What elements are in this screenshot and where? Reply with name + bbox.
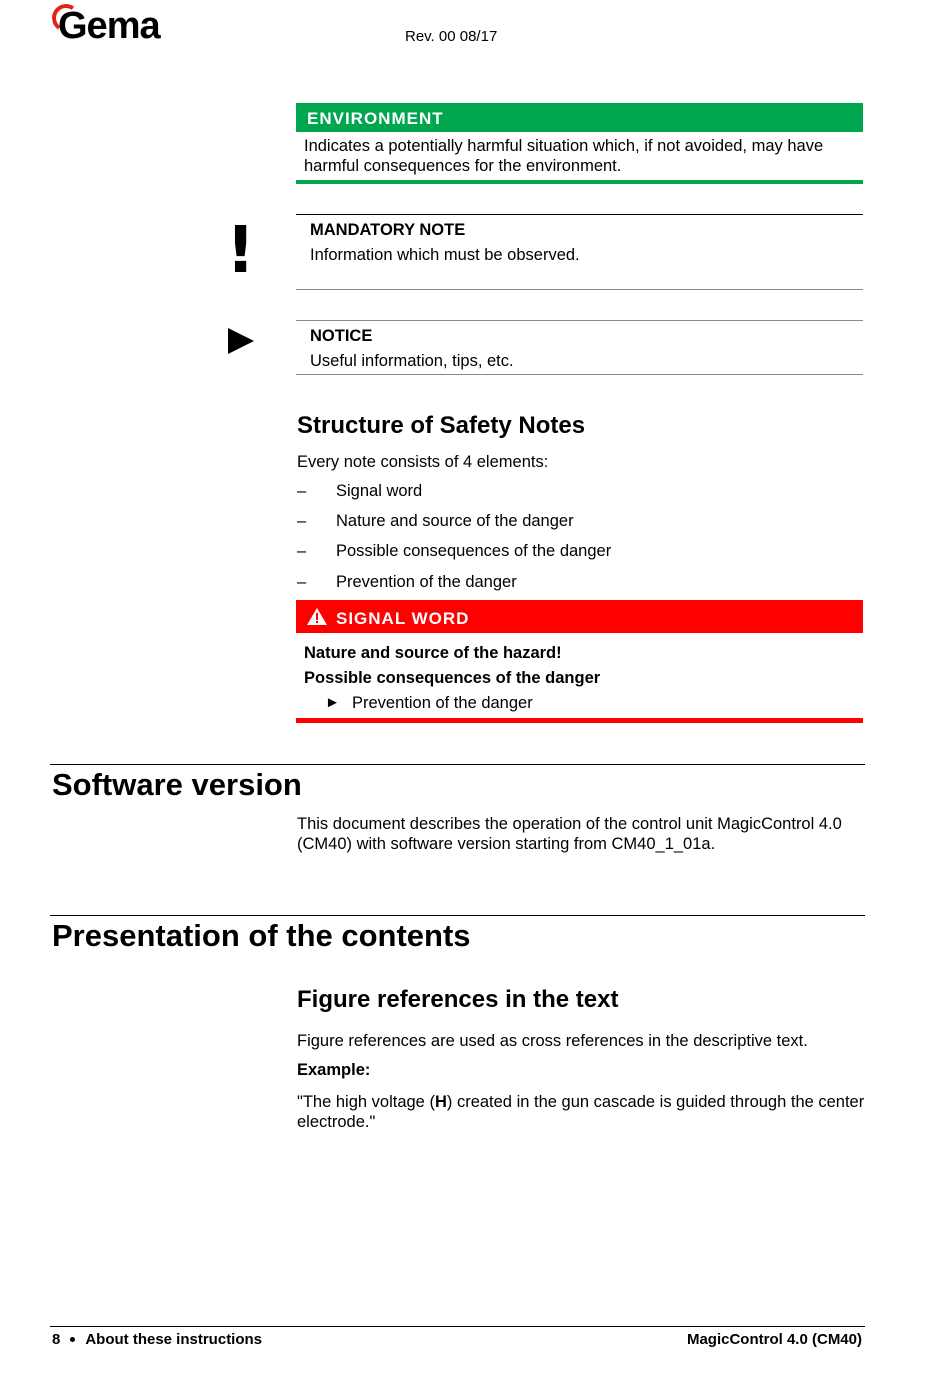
signal-word-title: SIGNAL WORD <box>336 609 470 628</box>
triangle-arrow-icon <box>228 328 254 354</box>
software-version-title: Software version <box>52 767 302 802</box>
footer-rule <box>50 1326 865 1327</box>
section-rule <box>50 764 865 765</box>
exclamation-icon: ! <box>226 214 256 288</box>
arrow-bullet-icon: ► <box>325 694 340 711</box>
signal-word-header <box>296 600 863 633</box>
example-quote <box>297 1092 867 1132</box>
mandatory-note-title: MANDATORY NOTE <box>310 221 466 239</box>
footer-left <box>52 1331 262 1348</box>
list-dash: – <box>297 512 307 530</box>
environment-bottom-bar <box>296 180 863 184</box>
structure-intro: Every note consists of 4 elements: <box>297 453 549 471</box>
example-label: Example: <box>297 1061 371 1079</box>
page-number: 8 <box>52 1331 61 1348</box>
notice-top-rule <box>296 320 863 321</box>
bullet-dot-icon <box>70 1337 75 1342</box>
signal-prevention-line: Prevention of the danger <box>352 694 533 712</box>
list-item-text: Nature and source of the danger <box>336 512 574 530</box>
list-dash: – <box>297 573 307 591</box>
list-dash: – <box>297 482 307 500</box>
signal-consequences-line: Possible consequences of the danger <box>304 669 601 687</box>
mandatory-note-text: Information which must be observed. <box>310 246 580 264</box>
logo-text: Gema <box>58 5 160 47</box>
signal-bottom-bar <box>296 718 863 723</box>
environment-text: Indicates a potentially harmful situation which, if not avoided, may have harmful consequences for the environment. <box>304 137 824 175</box>
notice-title: NOTICE <box>310 327 373 345</box>
section-rule <box>50 915 865 916</box>
gema-logo <box>52 2 172 48</box>
list-item-text: Signal word <box>336 482 423 500</box>
environment-title: ENVIRONMENT <box>307 109 444 128</box>
mandatory-bottom-rule <box>296 289 863 290</box>
notice-text: Useful information, tips, etc. <box>310 352 514 370</box>
signal-nature-line: Nature and source of the hazard! <box>304 644 562 662</box>
presentation-title: Presentation of the contents <box>52 918 471 953</box>
quote-part: "The high voltage ( <box>297 1093 435 1111</box>
warning-triangle-icon <box>307 608 327 625</box>
notice-bottom-rule <box>296 374 863 375</box>
software-version-text: This document describes the operation of the control unit MagicControl 4.0 (CM40) with software version starting from CM40_1_01a. <box>297 815 842 853</box>
list-item-text: Possible consequences of the danger <box>336 542 612 560</box>
list-dash: – <box>297 542 307 560</box>
figure-references-text: Figure references are used as cross references in the descriptive text. <box>297 1032 808 1050</box>
structure-title: Structure of Safety Notes <box>297 412 586 439</box>
list-item-text: Prevention of the danger <box>336 573 517 591</box>
footer-section: About these instructions <box>85 1331 263 1348</box>
revision-label: Rev. 00 08/17 <box>405 28 498 45</box>
environment-header <box>296 103 863 132</box>
quote-bold: H <box>434 1093 447 1111</box>
figure-references-title: Figure references in the text <box>297 986 619 1013</box>
mandatory-top-rule <box>296 214 863 215</box>
quote-part: ) created in the gun cascade is guided through the center electrode." <box>297 1093 865 1131</box>
footer-product: MagicControl 4.0 (CM40) <box>686 1331 862 1348</box>
